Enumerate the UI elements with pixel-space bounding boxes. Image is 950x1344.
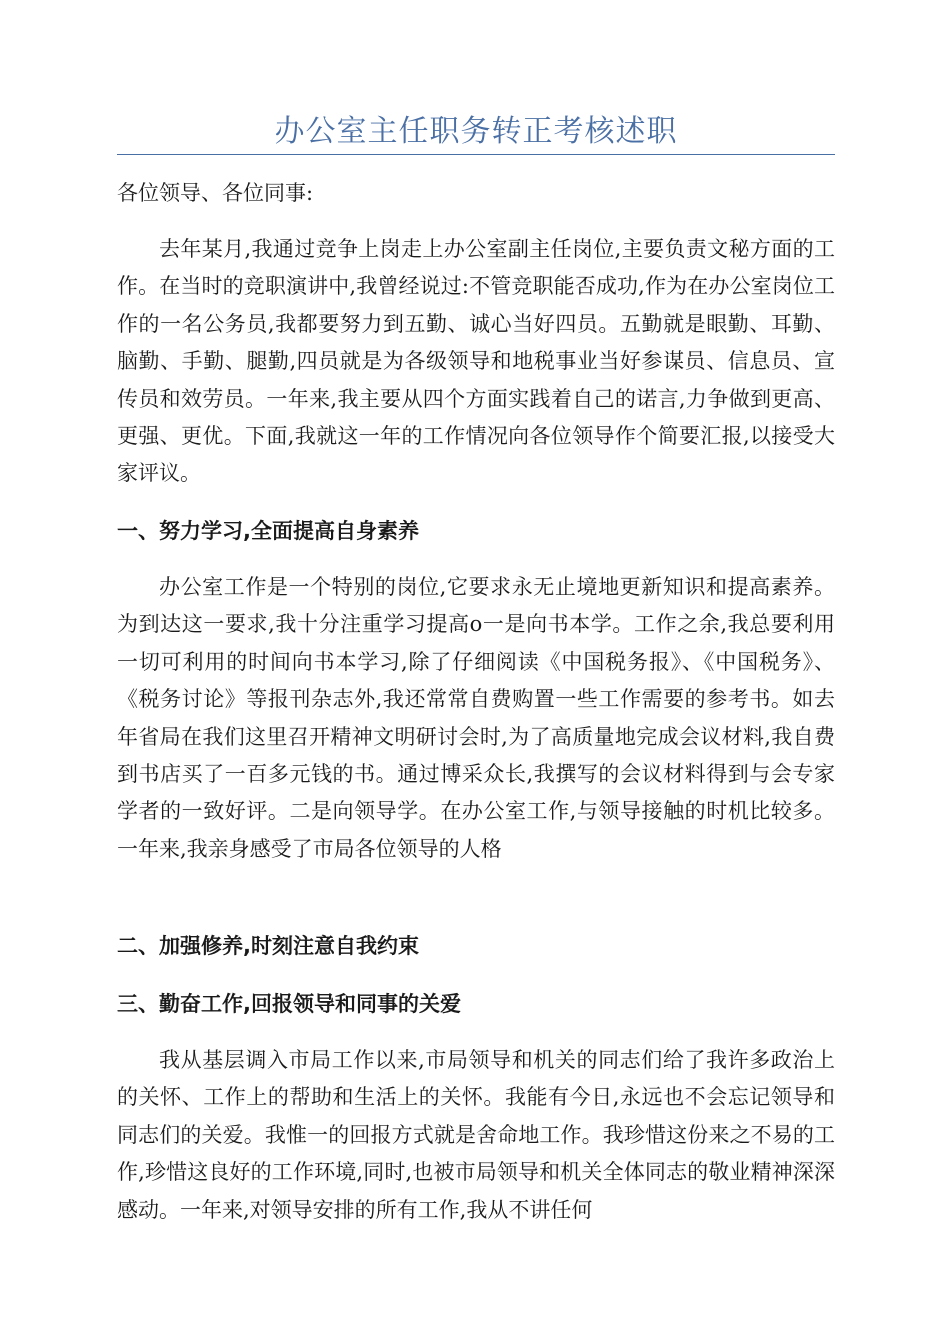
document-page xyxy=(117,0,835,1344)
section-heading-2: 二、加强修养,时刻注意自我约束 xyxy=(117,934,419,958)
document-title: 办公室主任职务转正考核述职 xyxy=(274,114,678,149)
title-underline xyxy=(117,154,835,155)
paragraph-intro: 去年某月,我通过竞争上岗走上办公室副主任岗位,主要负责文秘方面的工作。在当时的竞职演讲中,我曾经说过:不管竞职能否成功,作为在办公室岗位工作的一名公务员,我都要努力到五勤、诚心当好四员。五勤就是眼勤、耳勤、脑勤、手勤、腿勤,四员就是为各级领导和地税事业当好参谋员、信息员、宣传员和效劳员。一年来,我主要从四个方面实践着自己的诺言,力争做到更高、更强、更优。下面,我就这一年的工作情况向各位领导作个简要汇报,以接受大家评议。 xyxy=(117,237,835,486)
section-heading-1: 一、努力学习,全面提高自身素养 xyxy=(117,519,419,543)
paragraph-study: 办公室工作是一个特别的岗位,它要求永无止境地更新知识和提高素养。为到达这一要求,我十分注重学习提高o一是向书本学。工作之余,我总要利用一切可利用的时间向书本学习,除了仔细阅读《中国税务报》、《中国税务》、《税务讨论》等报刊杂志外,我还常常自费购置一些工作需要的参考书。如去年省局在我们这里召开精神文明研讨会时,为了高质量地完成会议材料,我自费到书店买了一百多元钱的书。通过博采众长,我撰写的会议材料得到与会专家学者的一致好评。二是向领导学。在办公室工作,与领导接触的时机比较多。一年来,我亲身感受了市局各位领导的人格 xyxy=(117,575,835,861)
paragraph-work: 我从基层调入市局工作以来,市局领导和机关的同志们给了我许多政治上的关怀、工作上的帮助和生活上的关怀。我能有今日,永远也不会忘记领导和同志们的关爱。我惟一的回报方式就是舍命地工作。我珍惜这份来之不易的工作,珍惜这良好的工作环境,同时,也被市局领导和机关全体同志的敬业精神深深感动。一年来,对领导安排的所有工作,我从不讲任何 xyxy=(117,1048,835,1222)
salutation: 各位领导、各位同事: xyxy=(117,181,314,205)
section-heading-3: 三、勤奋工作,回报领导和同事的关爱 xyxy=(117,992,461,1016)
